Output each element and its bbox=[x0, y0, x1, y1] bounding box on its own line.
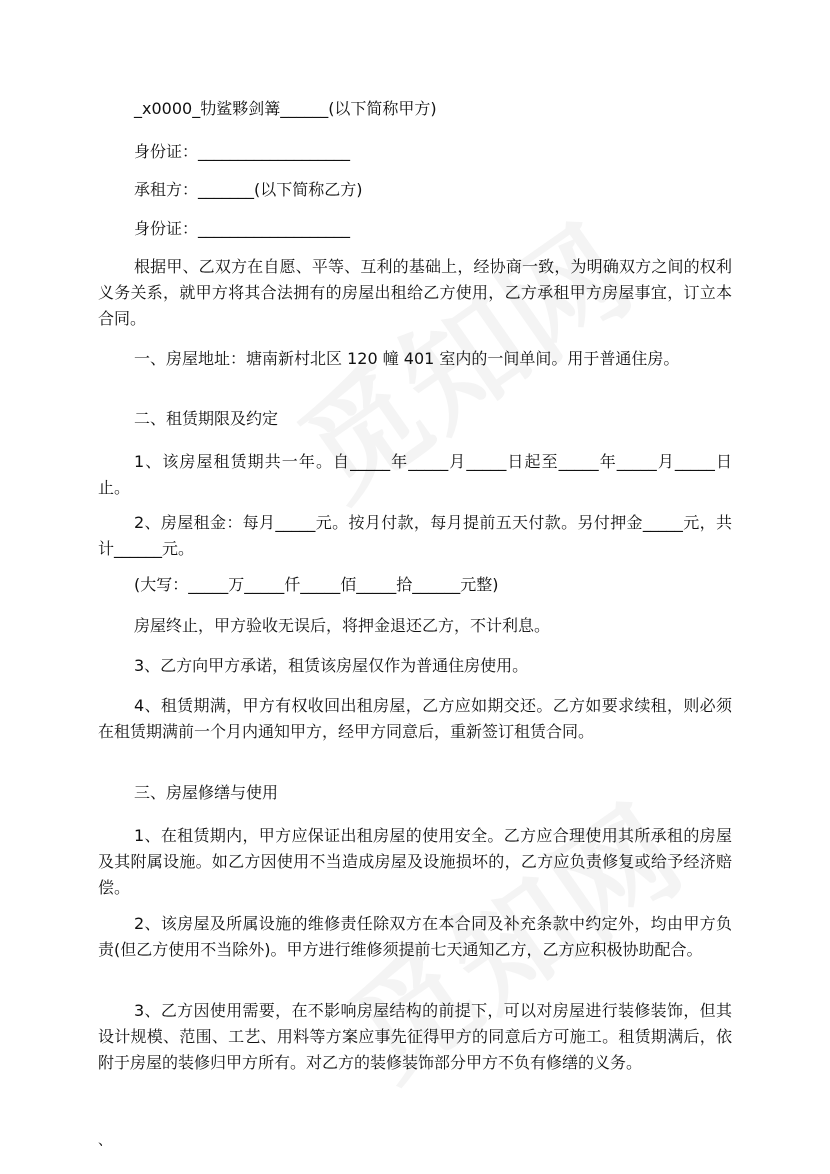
section-2-item-3: 3、乙方向甲方承诺，租赁该房屋仅作为普通住房使用。 bbox=[134, 656, 529, 675]
party-a-line: _x0000_牞鲨夥剑篝______(以下简称甲方) bbox=[134, 99, 437, 118]
section-2-item-2: 2、房屋租金：每月_____元。按月付款，每月提前五天付款。另付押金_____元，共计______元。 bbox=[98, 513, 732, 558]
id-a-line: 身份证：___________________ bbox=[134, 142, 351, 161]
section-3-item-2: 2、该房屋及所属设施的维修责任除双方在本合同及补充条款中约定外，均由甲方负责(但乙方使用不当除外)。甲方进行维修须提前七天通知乙方，乙方应积极协助配合。 bbox=[98, 914, 732, 959]
section-1-address: 一、房屋地址：塘南新村北区 120 幢 401 室内的一间单间。用于普通住房。 bbox=[134, 349, 680, 368]
capital-amount-line: (大写：_____万_____仟_____佰_____拾______元整) bbox=[134, 575, 499, 594]
section-2-title: 二、租赁期限及约定 bbox=[134, 409, 279, 428]
section-3-item-3: 3、乙方因使用需要，在不影响房屋结构的前提下，可以对房屋进行装修装饰，但其设计规模、范围、工艺、用料等方案应事先征得甲方的同意后方可施工。租赁期满后，依附于房屋的装修归甲方所有。对乙方的装修装饰部分甲方不负有修缮的义务。 bbox=[98, 1001, 732, 1072]
intro-paragraph: 根据甲、乙双方在自愿、平等、互利的基础上，经协商一致，为明确双方之间的权利义务关系，就甲方将其合法拥有的房屋出租给乙方使用，乙方承租甲方房屋事宜，订立本合同。 bbox=[98, 257, 732, 328]
section-3-item-1: 1、在租赁期内，甲方应保证出租房屋的使用安全。乙方应合理使用其所承租的房屋及其附属设施。如乙方因使用不当造成房屋及设施损坏的，乙方应负责修复或给予经济赔偿。 bbox=[98, 826, 732, 897]
trailing-mark: 、 bbox=[98, 1133, 112, 1149]
deposit-refund-line: 房屋终止，甲方验收无误后，将押金退还乙方，不计利息。 bbox=[134, 616, 551, 635]
section-2-item-1: 1、该房屋租赁期共一年。自_____年_____月_____日起至_____年_____月_____日止。 bbox=[98, 452, 732, 497]
section-2-item-4: 4、租赁期满，甲方有权收回出租房屋，乙方应如期交还。乙方如要求续租，则必须在租赁期满前一个月内通知甲方，经甲方同意后，重新签订租赁合同。 bbox=[98, 696, 732, 741]
id-b-line: 身份证：___________________ bbox=[134, 219, 351, 238]
party-b-line: 承租方：_______(以下简称乙方) bbox=[134, 180, 363, 199]
section-3-title: 三、房屋修缮与使用 bbox=[134, 783, 279, 802]
